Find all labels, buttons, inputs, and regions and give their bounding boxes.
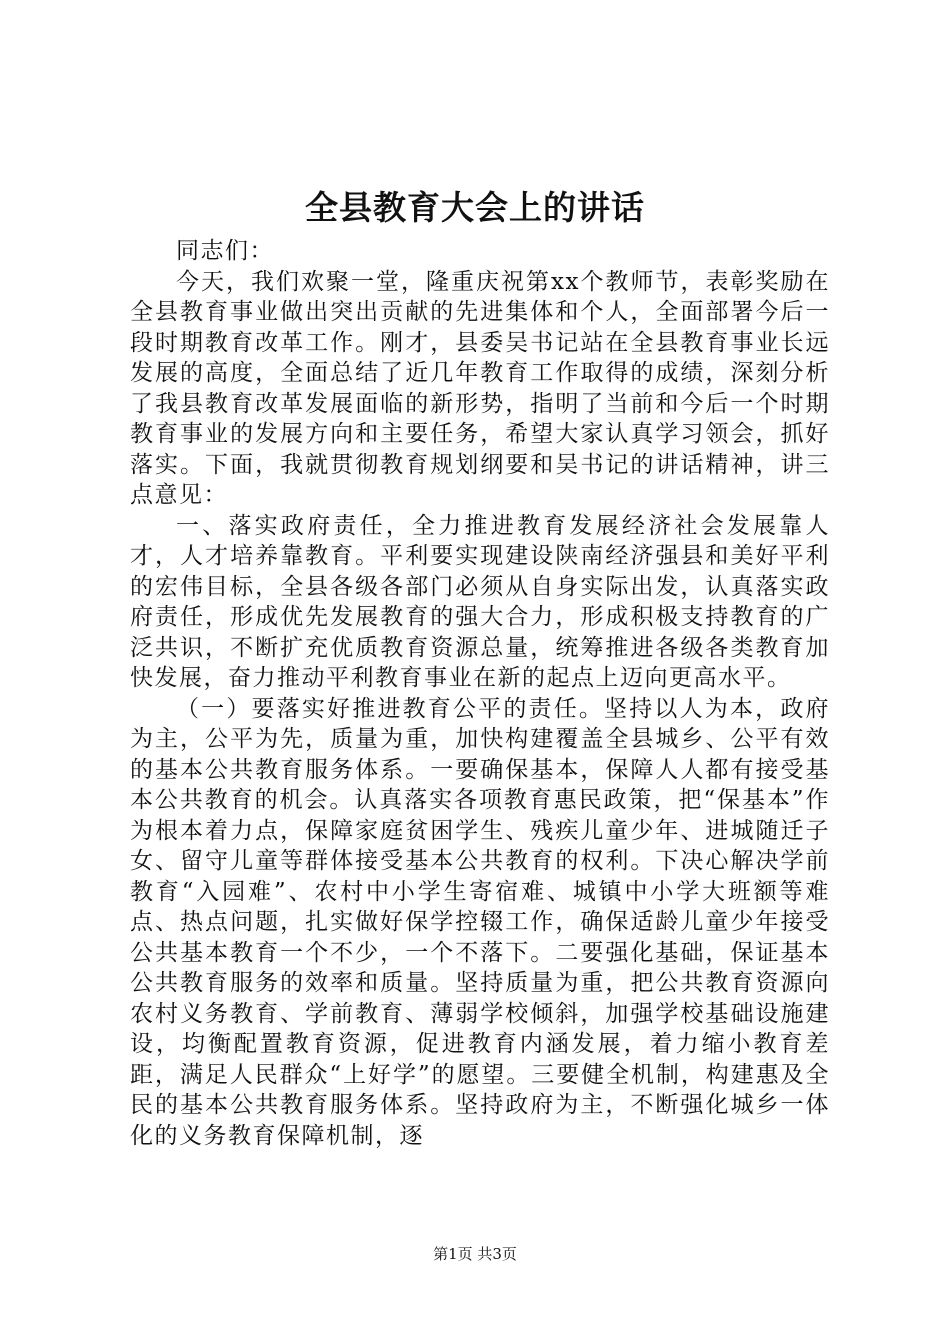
greeting-paragraph: 同志们：	[176, 238, 274, 264]
page-footer: 第1页 共3页	[433, 1245, 517, 1263]
paragraph-intro: 今天，我们欢聚一堂，隆重庆祝第xx个教师节，表彰奖励在全县教育事业做出突出贡献的先进集体和个人，全面部署今后一段时期教育改革工作。刚才，县委吴书记站在全县教育事业长远发展的高度，全面总结了近几年教育工作取得的成绩，深刻分析了我县教育改革发展面临的新形势，指明了当前和今后一个时期教育事业的发展方向和主要任务，希望大家认真学习领会，抓好落实。下面，我就贯彻教育规划纲要和吴书记的讲话精神，讲三点意见：	[130, 268, 830, 508]
paragraph-subsection-1: （一）要落实好推进教育公平的责任。坚持以人为本，政府为主，公平为先，质量为重，加快构建覆盖全县城乡、公平有效的基本公共教育服务体系。一要确保基本，保障人人都有接受基本公共教育的机会。认真落实各项教育惠民政策，把“保基本”作为根本着力点，保障家庭贫困学生、残疾儿童少年、进城随迁子女、留守儿童等群体接受基本公共教育的权利。下决心解决学前教育“入园难”、农村中小学生寄宿难、城镇中小学大班额等难点、热点问题，扎实做好保学控辍工作，确保适龄儿童少年接受公共基本教育一个不少，一个不落下。二要强化基础，保证基本公共教育服务的效率和质量。坚持质量为重，把公共教育资源向农村义务教育、学前教育、薄弱学校倾斜，加强学校基础设施建设，均衡配置教育资源，促进教育内涵发展，着力缩小教育差距，满足人民群众“上好学”的愿望。三要健全机制，构建惠及全民的基本公共教育服务体系。坚持政府为主，不断强化城乡一体化的义务教育保障机制，逐	[130, 695, 830, 1149]
document-body	[130, 236, 830, 1151]
page-title: 全县教育大会上的讲话	[305, 188, 645, 227]
paragraph-section-1: 一、落实政府责任，全力推进教育发展经济社会发展靠人才，人才培养靠教育。平利要实现建设陕南经济强县和美好平利的宏伟目标，全县各级各部门必须从自身实际出发，认真落实政府责任，形成优先发展教育的强大合力，形成积极支持教育的广泛共识，不断扩充优质教育资源总量，统筹推进各级各类教育加快发展，奋力推动平利教育事业在新的起点上迈向更高水平。	[130, 512, 830, 691]
